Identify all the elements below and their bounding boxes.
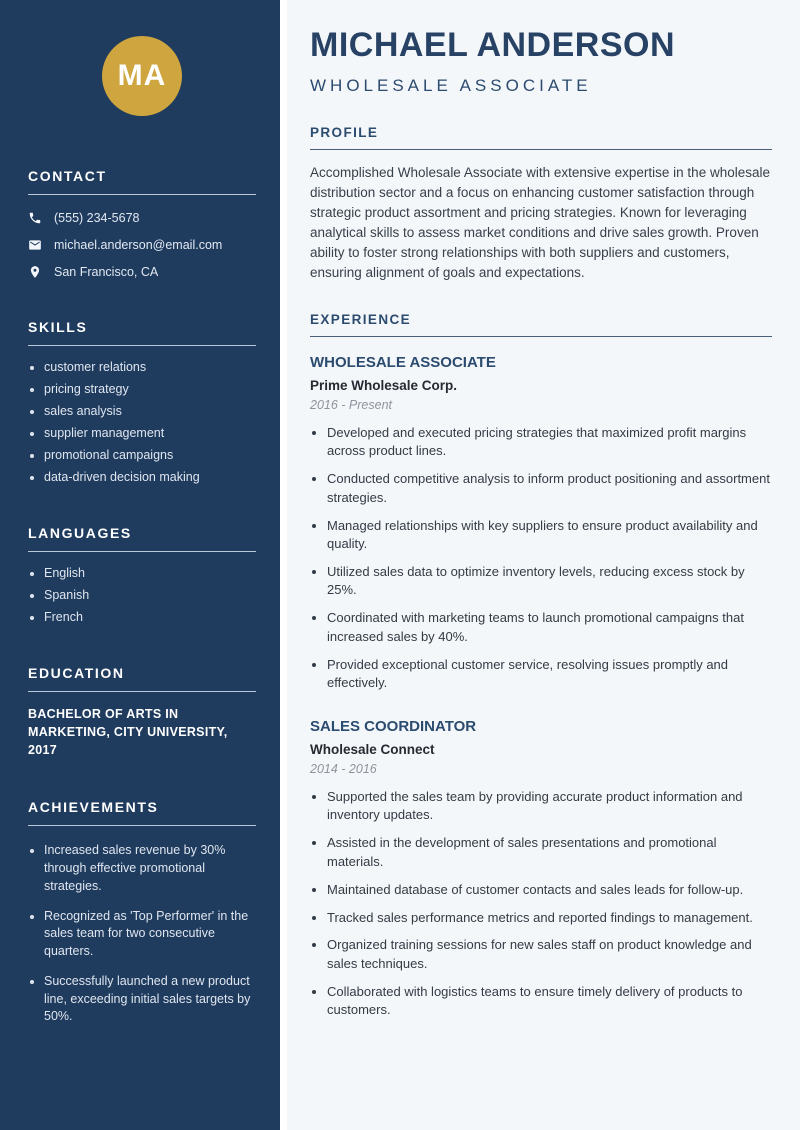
profile-section bbox=[310, 125, 772, 283]
job-title: SALES COORDINATOR bbox=[310, 717, 477, 735]
job-title: WHOLESALE ASSOCIATE bbox=[310, 353, 496, 371]
job-bullet-list bbox=[327, 424, 772, 693]
achievements-list bbox=[44, 842, 256, 1026]
job-bullet: • Conducted competitive analysis to inform product positioning and assortment strategies. bbox=[327, 470, 772, 507]
avatar bbox=[102, 36, 182, 116]
language-item: • Spanish bbox=[44, 588, 256, 603]
job-dates: 2014 - 2016 bbox=[310, 761, 377, 776]
experience-section-title: EXPERIENCE bbox=[310, 312, 772, 337]
avatar-initials: MA bbox=[117, 59, 167, 92]
job-bullet: • Collaborated with logistics teams to ensure timely delivery of products to customers. bbox=[327, 983, 772, 1020]
job-company: Wholesale Connect bbox=[310, 741, 435, 757]
contact-section bbox=[28, 168, 256, 279]
job-bullet-list bbox=[327, 788, 772, 1020]
job-bullet: • Developed and executed pricing strategies that maximized profit margins across product lines. bbox=[327, 424, 772, 461]
section-divider bbox=[28, 691, 256, 692]
skill-item: • customer relations bbox=[44, 360, 256, 375]
contact-location bbox=[28, 265, 256, 279]
job-bullet: • Managed relationships with key suppliers to ensure product availability and quality. bbox=[327, 517, 772, 554]
job-bullet: • Utilized sales data to optimize inventory levels, reducing excess stock by 25%. bbox=[327, 563, 772, 600]
contact-email bbox=[28, 238, 256, 252]
languages-section bbox=[28, 525, 256, 625]
contact-phone bbox=[28, 211, 256, 225]
language-item: • English bbox=[44, 566, 256, 581]
skills-list bbox=[44, 360, 256, 485]
section-divider bbox=[28, 345, 256, 346]
job-bullet: • Assisted in the development of sales presentations and promotional materials. bbox=[327, 834, 772, 871]
name-heading: MICHAEL ANDERSON bbox=[310, 26, 676, 64]
job-bullet: • Maintained database of customer contacts and sales leads for follow-up. bbox=[327, 881, 772, 899]
education-section-title: EDUCATION bbox=[28, 665, 125, 681]
skills-section-title: SKILLS bbox=[28, 319, 88, 335]
job-bullet: • Coordinated with marketing teams to launch promotional campaigns that increased sales by 40%. bbox=[327, 609, 772, 646]
job-bullet: • Organized training sessions for new sales staff on product knowledge and sales techniques. bbox=[327, 936, 772, 973]
main-content bbox=[280, 0, 800, 1130]
job-bullet: • Provided exceptional customer service, resolving issues promptly and effectively. bbox=[327, 656, 772, 693]
contact-section-title: CONTACT bbox=[28, 168, 107, 184]
job-bullet: • Tracked sales performance metrics and reported findings to management. bbox=[327, 909, 772, 927]
contact-phone-text: (555) 234-5678 bbox=[54, 211, 140, 225]
achievement-item: • Recognized as 'Top Performer' in the sales team for two consecutive quarters. bbox=[44, 908, 256, 961]
section-divider bbox=[28, 194, 256, 195]
education-section bbox=[28, 665, 256, 759]
job-dates: 2016 - Present bbox=[310, 397, 392, 412]
skill-item: • sales analysis bbox=[44, 404, 256, 419]
skills-section bbox=[28, 319, 256, 485]
achievement-item: • Successfully launched a new product line, exceeding initial sales targets by 50%. bbox=[44, 973, 256, 1026]
phone-icon bbox=[28, 211, 42, 225]
achievement-item: • Increased sales revenue by 30% through effective promotional strategies. bbox=[44, 842, 256, 895]
contact-location-text: San Francisco, CA bbox=[54, 265, 159, 279]
achievements-section-title: ACHIEVEMENTS bbox=[28, 799, 159, 816]
skill-item: • pricing strategy bbox=[44, 382, 256, 397]
profile-section-title: PROFILE bbox=[310, 125, 772, 150]
languages-section-title: LANGUAGES bbox=[28, 525, 132, 541]
experience-section bbox=[310, 312, 772, 1020]
job-entry-sales-coordinator bbox=[310, 718, 772, 1020]
skill-item: • supplier management bbox=[44, 426, 256, 441]
section-divider bbox=[28, 551, 256, 552]
skill-item: • promotional campaigns bbox=[44, 448, 256, 463]
job-company: Prime Wholesale Corp. bbox=[310, 377, 458, 393]
job-entry-wholesale-associate bbox=[310, 354, 772, 693]
job-title-heading: WHOLESALE ASSOCIATE bbox=[310, 76, 592, 95]
contact-list bbox=[28, 211, 256, 279]
profile-text: Accomplished Wholesale Associate with extensive expertise in the wholesale distribution sector and a focus on enhancing customer satisfaction through strategic product assortment and pricing strategies. Known for leveraging analytical skills to assess market conditions and drive sales growth. Proven ability to foster strong relationships with both suppliers and customers, ensuring alignment of goals and expectations. bbox=[310, 165, 770, 280]
sidebar bbox=[0, 0, 280, 1130]
section-divider bbox=[28, 825, 256, 826]
languages-list bbox=[44, 566, 256, 625]
contact-email-text: michael.anderson@email.com bbox=[54, 238, 223, 252]
achievements-section bbox=[28, 799, 256, 1026]
language-item: • French bbox=[44, 610, 256, 625]
education-degree: BACHELOR OF ARTS IN MARKETING, CITY UNIVERSITY, 2017 bbox=[28, 707, 228, 757]
job-bullet: • Supported the sales team by providing accurate product information and inventory updates. bbox=[327, 788, 772, 825]
location-icon bbox=[28, 265, 42, 279]
email-icon bbox=[28, 238, 42, 252]
skill-item: • data-driven decision making bbox=[44, 470, 256, 485]
